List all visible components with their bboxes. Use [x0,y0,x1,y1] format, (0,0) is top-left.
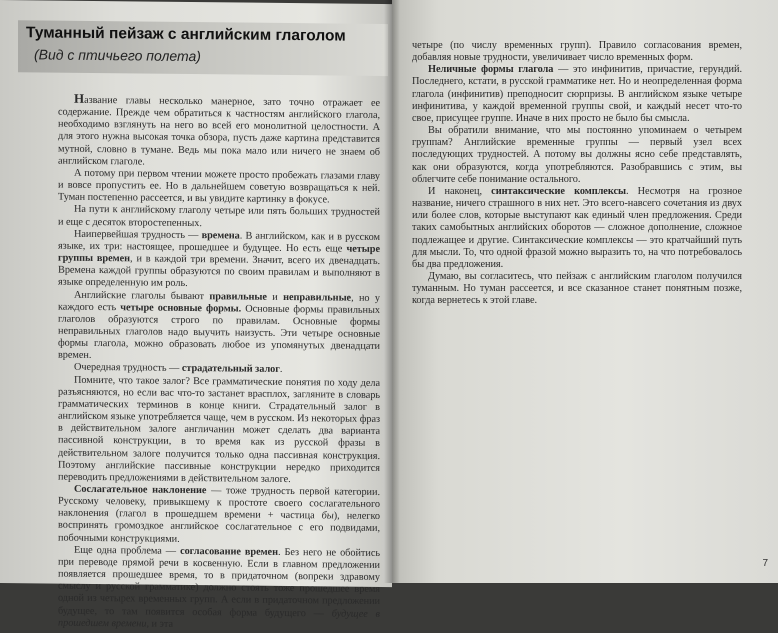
paragraph: четыре (по числу временных групп). Правило согласования времен, добавляя новые трудности, увеличивает число временных форм. [412,40,742,64]
book-spine-shadow [384,0,400,583]
paragraph: Еще одна проблема — согласование времен. Без него не обойтись при переводе прямой речи в косвенную. Если в главном предложении появляется прошедшее время, то в придаточном (вопреки здравому смыслу и русской грамматике) должно стоять тоже прошедшее время одной из четырех временных групп. А если в придаточном предложении будущее, то там появится особая форма будущего — будущее в прошедшем времени, и эта [58,544,381,630]
paragraph: А потому при первом чтении можете просто пробежать глазами главу и вовсе пропустить ее. Но в дальнейшем советую возвращаться к ней. Туман постепенно рассеется, и вы увидите картинку в фокусе. [58,167,380,206]
chapter-subtitle: (Вид с птичьего полета) [34,46,201,65]
paragraph: И наконец, синтаксические комплексы. Несмотря на грозное название, ничего страшного в них нет. Это всего-навсего сочетания из двух или более слов, которые выступают как единый член предложения. Среди таких самобытных английских оборотов — сложное дополнение, сложное подлежащее и другие. Синтаксические комплексы — это кратчайший путь для мысли. То, что одной фразой можно выразить то, на что потребовалось бы два предложения. [412,185,742,270]
right-page [392,0,778,583]
paragraph: Сослагательное наклонение — тоже трудность первой категории. Русскому человеку, привыкшему к простоте своего сослагательного наклонения (глагол в прошедшем времени + частица бы), нелегко воспринять громоздкое английское сослагательное с его подвидами, побочными конструкциями. [58,483,381,545]
paragraph: Название главы несколько манерное, зато точно отражает ее содержание. Прежде чем обратиться к частностям английского глагола, необходимо взглянуть на него во всей его монолитной целостности. А для этого нужна высокая точка обзора, пусть даже картина представится мутной, словно в тумане. Ведь мы пока мало или ничего не знаем об английском глаголе. [58,90,380,168]
paragraph: Наипервейшая трудность — времена. В английском, как и в русском языке, их три: настоящее, прошедшее и будущее. Но есть еще четыре группы времен, и в каждой три времени. Значит, всего их двенадцать. Времена каждой группы образуются по своим правилам и выполняют в языке определенную им роль. [58,228,381,290]
paragraph: На пути к английскому глаголу четыре или пять больших трудностей и еще с десяток второстепенных. [58,204,380,229]
paragraph: Неличные формы глагола — это инфинитив, причастие, герундий. Последнего, кстати, в русской грамматике нет. Но и неопределенная форма глагола (инфинитив) преподносит сюрпризы. В английском языке четыре инфинитива, у каждой временной группы свой, и каждый несет что-то свое, присущее группе. Иначе в них просто не было бы смысла. [412,64,742,124]
paragraph: Вы обратили внимание, что мы постоянно упоминаем о четырем группам? Английские временные группы — первый узел всех последующих трудностей. А потому вы должны ясно себе представлять, как они образуются, когда употребляются. Разобравшись с этим, вы облегчите себе понимание остального. [412,125,742,185]
drop-cap: Н [74,90,85,106]
paragraph: Думаю, вы согласитесь, что пейзаж с английским глаголом получился туманным. Но туман рассеется, и все сказанное станет понятным позже, когда вернетесь к этой главе. [412,270,742,307]
paragraph: Помните, что такое залог? Все грамматические понятия по ходу дела разъясняются, но если вас что-то застанет врасплох, загляните в словарь грамматических терминов в конце книги. Страдательный залог в английском языке употребляется чаще, чем в русском. Из некоторых фраз в действительном залоге англичанин может сделать два варианта пассивной конструкции, в то время как из русской фразы в действительном залоге получится только одна пассивная конструкция. Поэтому английские пассивные конструкции нередко приходится переводить предложениями в действительном залоге. [58,374,380,485]
chapter-title: Туманный пейзаж с английским глаголом [26,24,346,45]
right-page-text [412,40,742,307]
page-number: 7 [762,558,768,569]
paragraph: Очередная трудность — страдательный залог. [74,362,283,376]
left-page-text [58,90,381,633]
paragraph: Английские глаголы бывают правильные и неправильные, но у каждого есть четыре основные формы. Основные формы правильных глаголов образуются строго по правилам. Основные формы неправильных глаголов надо выучить наизусть. Эти четыре основные формы глагола, можно образовать любое из упомянутых двенадцати времен. [58,289,380,362]
